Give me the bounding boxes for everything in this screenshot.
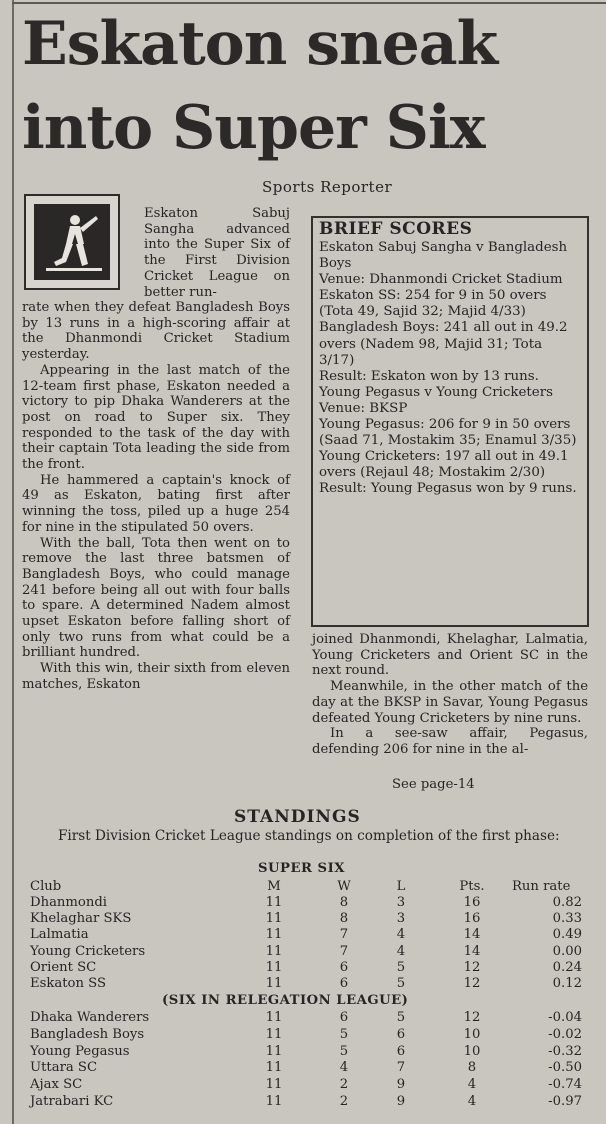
cell-club: Eskaton SS bbox=[30, 976, 107, 991]
cell-pts: 14 bbox=[463, 927, 481, 943]
standings-header-row bbox=[0, 879, 606, 895]
headline-line-2: into Super Six bbox=[22, 93, 485, 163]
cell-w: 7 bbox=[339, 927, 349, 943]
cell-rate: 0.82 bbox=[552, 895, 582, 910]
header-pts: Pts. bbox=[459, 879, 485, 894]
cell-m: 11 bbox=[265, 976, 283, 991]
cell-rate: 0.33 bbox=[552, 911, 582, 927]
article-body-left bbox=[22, 300, 290, 693]
cell-rate: -0.97 bbox=[548, 1094, 582, 1109]
cell-pts: 12 bbox=[463, 976, 481, 991]
brief-scores-box bbox=[311, 216, 589, 627]
cell-club: Bangladesh Boys bbox=[30, 1026, 145, 1042]
cell-club: Young Pegasus bbox=[30, 1043, 130, 1059]
cell-rate: 0.00 bbox=[552, 943, 582, 959]
cell-m: 11 bbox=[265, 1026, 283, 1042]
cell-w: 5 bbox=[339, 1026, 349, 1042]
cell-rate: -0.02 bbox=[548, 1026, 582, 1042]
relegation-label: (SIX IN RELEGATION LEAGUE) bbox=[162, 993, 409, 1008]
cell-club: Uttara SC bbox=[30, 1060, 98, 1076]
cell-pts: 10 bbox=[463, 1043, 481, 1059]
table-row bbox=[0, 976, 606, 992]
cricketer-batting-icon bbox=[24, 194, 120, 290]
article-paragraph: In a see-saw affair, Pegasus, defending 206 for nine in the al- bbox=[312, 726, 588, 757]
brief-scores-title: BRIEF SCORES bbox=[319, 219, 473, 239]
cell-club: Khelaghar SKS bbox=[30, 911, 132, 927]
brief-scores-line: Young Cricketers: 197 all out in 49.1 overs (Rejaul 48; Mostakim 2/30) bbox=[319, 449, 569, 481]
brief-scores-line: Young Pegasus: 206 for 9 in 50 overs (Saad 71, Mostakim 35; Enamul 3/35) bbox=[319, 417, 577, 449]
cell-w: 2 bbox=[339, 1077, 349, 1093]
cell-club: Jatrabari KC bbox=[30, 1094, 114, 1109]
brief-scores-line: Young Pegasus v Young Cricketers bbox=[319, 384, 554, 400]
super-six-label: SUPER SIX bbox=[258, 861, 345, 876]
cell-club: Ajax SC bbox=[30, 1077, 83, 1093]
header-w: W bbox=[337, 879, 351, 894]
table-row bbox=[0, 1077, 606, 1093]
cell-l: 4 bbox=[396, 927, 406, 943]
cell-pts: 4 bbox=[467, 1077, 477, 1093]
header-l: L bbox=[396, 879, 406, 894]
brief-scores-line: Eskaton Sabuj Sangha v Bangladesh Boys bbox=[319, 240, 568, 272]
cell-w: 6 bbox=[339, 959, 349, 975]
cell-m: 11 bbox=[265, 959, 283, 975]
cell-m: 11 bbox=[265, 1094, 283, 1109]
article-paragraph: With the ball, Tota then went on to remove the last three batsmen of Bangladesh Boys, who could manage 241 before being all out with four balls to spare. A determined Nadem almost upset Eskaton before falling short of only two runs from what could be a brilliant hundred. bbox=[22, 535, 290, 661]
cell-w: 8 bbox=[339, 895, 349, 910]
cell-l: 7 bbox=[396, 1060, 406, 1076]
standings-note: First Division Cricket League standings on completion of the first phase: bbox=[58, 828, 560, 844]
cell-l: 3 bbox=[396, 911, 406, 927]
table-row bbox=[0, 1010, 606, 1026]
cell-rate: -0.74 bbox=[548, 1077, 582, 1093]
cell-rate: -0.32 bbox=[548, 1043, 582, 1059]
cell-l: 3 bbox=[396, 895, 406, 910]
cell-l: 5 bbox=[396, 1010, 406, 1025]
cell-l: 5 bbox=[396, 976, 406, 991]
brief-scores-line: Result: Young Pegasus won by 9 runs. bbox=[319, 481, 577, 497]
cell-m: 11 bbox=[265, 927, 283, 943]
article-paragraph: With this win, their sixth from eleven matches, Eskaton bbox=[22, 661, 290, 692]
brief-scores-line: Venue: Dhanmondi Cricket Stadium bbox=[319, 272, 563, 288]
cell-rate: 0.24 bbox=[552, 959, 582, 975]
cell-rate: -0.04 bbox=[548, 1010, 582, 1025]
cell-w: 8 bbox=[339, 911, 349, 927]
headline-line-1: Eskaton sneak bbox=[22, 9, 498, 79]
brief-scores-line: Bangladesh Boys: 241 all out in 49.2 overs (Nadem 98, Majid 31; Tota 3/17) bbox=[319, 320, 568, 368]
cell-l: 4 bbox=[396, 943, 406, 959]
cell-club: Young Cricketers bbox=[30, 943, 146, 959]
cell-pts: 4 bbox=[467, 1094, 477, 1109]
table-row bbox=[0, 960, 606, 976]
top-rule bbox=[12, 2, 606, 4]
brief-scores-line: Venue: BKSP bbox=[319, 400, 408, 416]
cell-rate: 0.49 bbox=[552, 927, 582, 943]
article-paragraph: Meanwhile, in the other match of the day at the BKSP in Savar, Young Pegasus defeated Young Cricketers by nine runs. bbox=[312, 679, 588, 726]
cell-w: 2 bbox=[339, 1094, 349, 1109]
cell-w: 6 bbox=[339, 976, 349, 991]
cell-rate: 0.12 bbox=[552, 976, 582, 991]
table-row bbox=[0, 1027, 606, 1043]
cell-l: 9 bbox=[396, 1077, 406, 1093]
cell-pts: 12 bbox=[463, 1010, 481, 1025]
cell-m: 11 bbox=[265, 911, 283, 927]
table-row bbox=[0, 1094, 606, 1110]
header-m: M bbox=[267, 879, 281, 894]
cell-l: 6 bbox=[396, 1043, 406, 1059]
cell-m: 11 bbox=[265, 895, 283, 910]
cell-m: 11 bbox=[265, 1010, 283, 1025]
cell-l: 9 bbox=[396, 1094, 406, 1109]
cell-club: Orient SC bbox=[30, 959, 97, 975]
cell-w: 6 bbox=[339, 1010, 349, 1025]
cell-pts: 16 bbox=[463, 895, 481, 910]
article-intro bbox=[144, 206, 290, 300]
header-club: Club bbox=[30, 879, 62, 894]
table-row bbox=[0, 1044, 606, 1060]
cell-m: 11 bbox=[265, 943, 283, 959]
cell-m: 11 bbox=[265, 1060, 283, 1076]
table-row bbox=[0, 927, 606, 943]
cell-pts: 10 bbox=[463, 1026, 481, 1042]
article-body-right bbox=[312, 632, 588, 758]
article-paragraph: Appearing in the last match of the 12-team first phase, Eskaton needed a victory to pip Dhaka Wanderers at the post on road to Super six. They responded to the task of the day with their captain Tota leading the side from the front. bbox=[22, 362, 290, 473]
table-row bbox=[0, 944, 606, 960]
article-paragraph: rate when they defeat Bangladesh Boys by 13 runs in a high-scoring affair at the Dhanmondi Cricket Stadium yesterday. bbox=[22, 300, 290, 363]
cell-club: Dhaka Wanderers bbox=[30, 1010, 150, 1025]
table-row bbox=[0, 911, 606, 927]
byline: Sports Reporter bbox=[262, 178, 393, 196]
cell-l: 6 bbox=[396, 1026, 406, 1042]
header-run-rate: Run rate bbox=[512, 879, 571, 894]
continued-on-page: See page-14 bbox=[392, 777, 475, 792]
cell-club: Dhanmondi bbox=[30, 895, 108, 910]
table-row bbox=[0, 1060, 606, 1076]
cell-w: 4 bbox=[339, 1060, 349, 1076]
cell-l: 5 bbox=[396, 959, 406, 975]
article-intro-text: Eskaton Sabuj Sangha advanced into the Super Six of the First Division Cricket League on better run- bbox=[144, 206, 290, 300]
brief-scores-line: Result: Eskaton won by 13 runs. bbox=[319, 368, 539, 384]
cell-pts: 16 bbox=[463, 911, 481, 927]
cell-w: 7 bbox=[339, 943, 349, 959]
cell-club: Lalmatia bbox=[30, 927, 89, 943]
cell-m: 11 bbox=[265, 1077, 283, 1093]
cell-pts: 14 bbox=[463, 943, 481, 959]
table-row bbox=[0, 895, 606, 911]
standings-title: STANDINGS bbox=[234, 807, 361, 827]
article-paragraph: joined Dhanmondi, Khelaghar, Lalmatia, Young Cricketers and Orient SC in the next round. bbox=[312, 632, 588, 679]
cell-pts: 12 bbox=[463, 959, 481, 975]
cell-w: 5 bbox=[339, 1043, 349, 1059]
cell-rate: -0.50 bbox=[548, 1060, 582, 1076]
brief-scores-line: Eskaton SS: 254 for 9 in 50 overs (Tota 49, Sajid 32; Majid 4/33) bbox=[319, 288, 547, 320]
cell-pts: 8 bbox=[467, 1060, 477, 1076]
article-paragraph: He hammered a captain's knock of 49 as Eskaton, bating first after winning the toss, piled up a huge 254 for nine in the stipulated 50 overs. bbox=[22, 472, 290, 535]
cell-m: 11 bbox=[265, 1043, 283, 1059]
